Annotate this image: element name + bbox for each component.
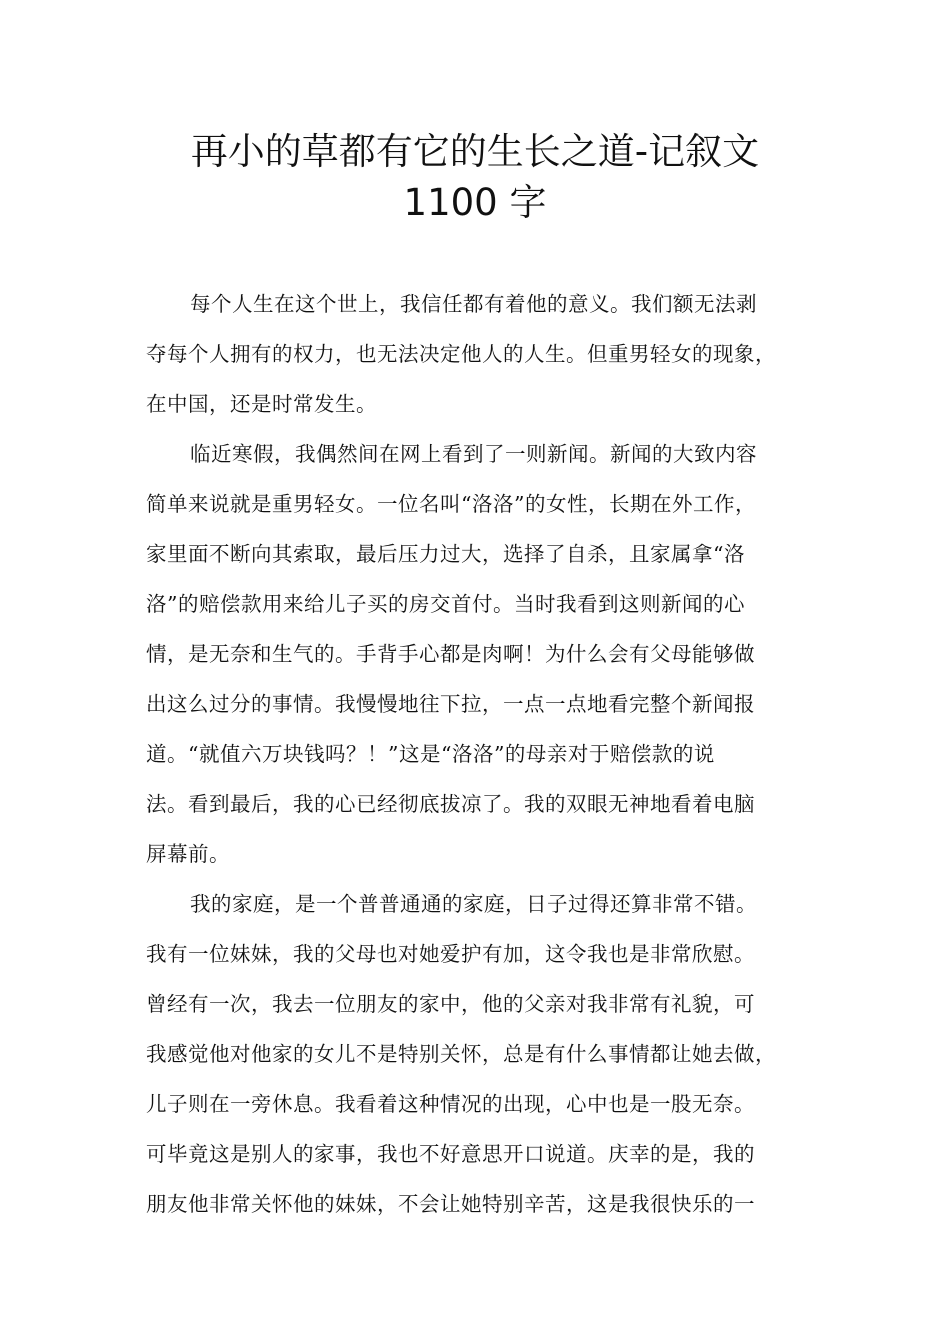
text-line: 夺每个人拥有的权力，也无法决定他人的人生。但重男轻女的现象， <box>146 342 776 366</box>
text-line: 临近寒假，我偶然间在网上看到了一则新闻。新闻的大致内容 <box>190 442 757 466</box>
document-title <box>100 126 850 228</box>
text-line: 家里面不断向其索取，最后压力过大，选择了自杀，且家属拿“洛 <box>146 542 745 566</box>
text-line: 朋友他非常关怀他的妹妹，不会让她特别辛苦，这是我很快乐的一 <box>146 1192 755 1216</box>
text-line: 儿子则在一旁休息。我看着这种情况的出现，心中也是一股无奈。 <box>146 1092 755 1116</box>
text-line: 我的家庭，是一个普普通通的家庭，日子过得还算非常不错。 <box>190 892 757 916</box>
text-line: 简单来说就是重男轻女。一位名叫“洛洛”的女性，长期在外工作， <box>146 492 756 516</box>
text-line: 屏幕前。 <box>146 842 230 866</box>
text-line: 法。看到最后，我的心已经彻底拔凉了。我的双眼无神地看着电脑 <box>146 792 755 816</box>
text-line: 在中国，还是时常发生。 <box>146 392 377 416</box>
text-line: 每个人生在这个世上，我信任都有着他的意义。我们额无法剥 <box>190 292 757 316</box>
text-line: 我有一位妹妹，我的父母也对她爱护有加，这令我也是非常欣慰。 <box>146 942 755 966</box>
document-body <box>146 279 806 1229</box>
text-line: 可毕竟这是别人的家事，我也不好意思开口说道。庆幸的是，我的 <box>146 1142 755 1166</box>
title-line-1: 再小的草都有它的生长之道-记叙文 <box>190 130 760 173</box>
text-line: 曾经有一次，我去一位朋友的家中，他的父亲对我非常有礼貌，可 <box>146 992 755 1016</box>
paragraph-2 <box>146 429 806 879</box>
text-line: 我感觉他对他家的女儿不是特别关怀，总是有什么事情都让她去做， <box>146 1042 776 1066</box>
text-line: 洛”的赔偿款用来给儿子买的房交首付。当时我看到这则新闻的心 <box>146 592 745 616</box>
paragraph-1 <box>146 279 806 429</box>
text-line: 道。“就值六万块钱吗？！”这是“洛洛”的母亲对于赔偿款的说 <box>146 742 715 766</box>
text-line: 情，是无奈和生气的。手背手心都是肉啊！为什么会有父母能够做 <box>146 642 755 666</box>
title-line-2: 1100 字 <box>403 181 547 224</box>
paragraph-3 <box>146 879 806 1229</box>
text-line: 出这么过分的事情。我慢慢地往下拉，一点一点地看完整个新闻报 <box>146 692 755 716</box>
